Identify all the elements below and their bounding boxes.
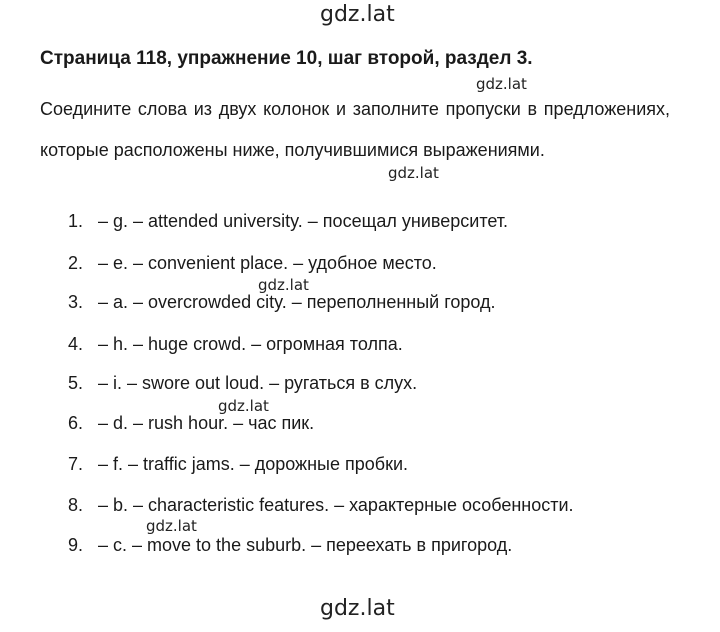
list-item-number: 8. (68, 495, 84, 515)
list-item (68, 211, 508, 232)
list-item-number: 2. (68, 253, 84, 273)
watermark-bottom: gdz.lat (320, 596, 395, 621)
watermark-inline: gdz.lat (476, 75, 527, 93)
list-item (68, 373, 417, 394)
list-item (68, 334, 403, 355)
list-item-number: 9. (68, 535, 84, 555)
list-item-text: – b. – characteristic features. – характерные особенности. (98, 495, 574, 515)
watermark-inline: gdz.lat (218, 397, 269, 415)
list-item-number: 4. (68, 334, 84, 354)
page-heading: Страница 118, упражнение 10, шаг второй, раздел 3. (40, 48, 533, 69)
list-item-text: – h. – huge crowd. – огромная толпа. (98, 334, 403, 354)
list-item-text: – c. – move to the suburb. – переехать в пригород. (98, 535, 513, 555)
list-item-number: 1. (68, 211, 84, 231)
instruction-text: Соедините слова из двух колонок и заполните пропуски в предложениях, которые расположены ниже, получившимися выражениями. (40, 99, 670, 160)
list-item-text: – d. – rush hour. – час пик. (98, 413, 315, 433)
list-item (68, 413, 314, 434)
watermark-inline: gdz.lat (388, 164, 439, 182)
watermark-inline: gdz.lat (258, 276, 309, 294)
list-item-number: 6. (68, 413, 84, 433)
list-item (68, 495, 574, 516)
list-item (68, 535, 512, 556)
watermark-top: gdz.lat (320, 2, 395, 27)
list-item-number: 5. (68, 373, 84, 393)
list-item-text: – a. – overcrowded city. – переполненный город. (98, 292, 496, 312)
list-item-text: – g. – attended university. – посещал университет. (98, 211, 509, 231)
list-item (68, 292, 496, 313)
watermark-inline: gdz.lat (146, 517, 197, 535)
list-item-text: – e. – convenient place. – удобное место. (98, 253, 437, 273)
list-item-text: – i. – swore out loud. – ругаться в слух. (98, 373, 418, 393)
list-item-text: – f. – traffic jams. – дорожные пробки. (98, 454, 408, 474)
list-item-number: 3. (68, 292, 84, 312)
list-item (68, 454, 408, 475)
list-item (68, 253, 437, 274)
list-item-number: 7. (68, 454, 84, 474)
